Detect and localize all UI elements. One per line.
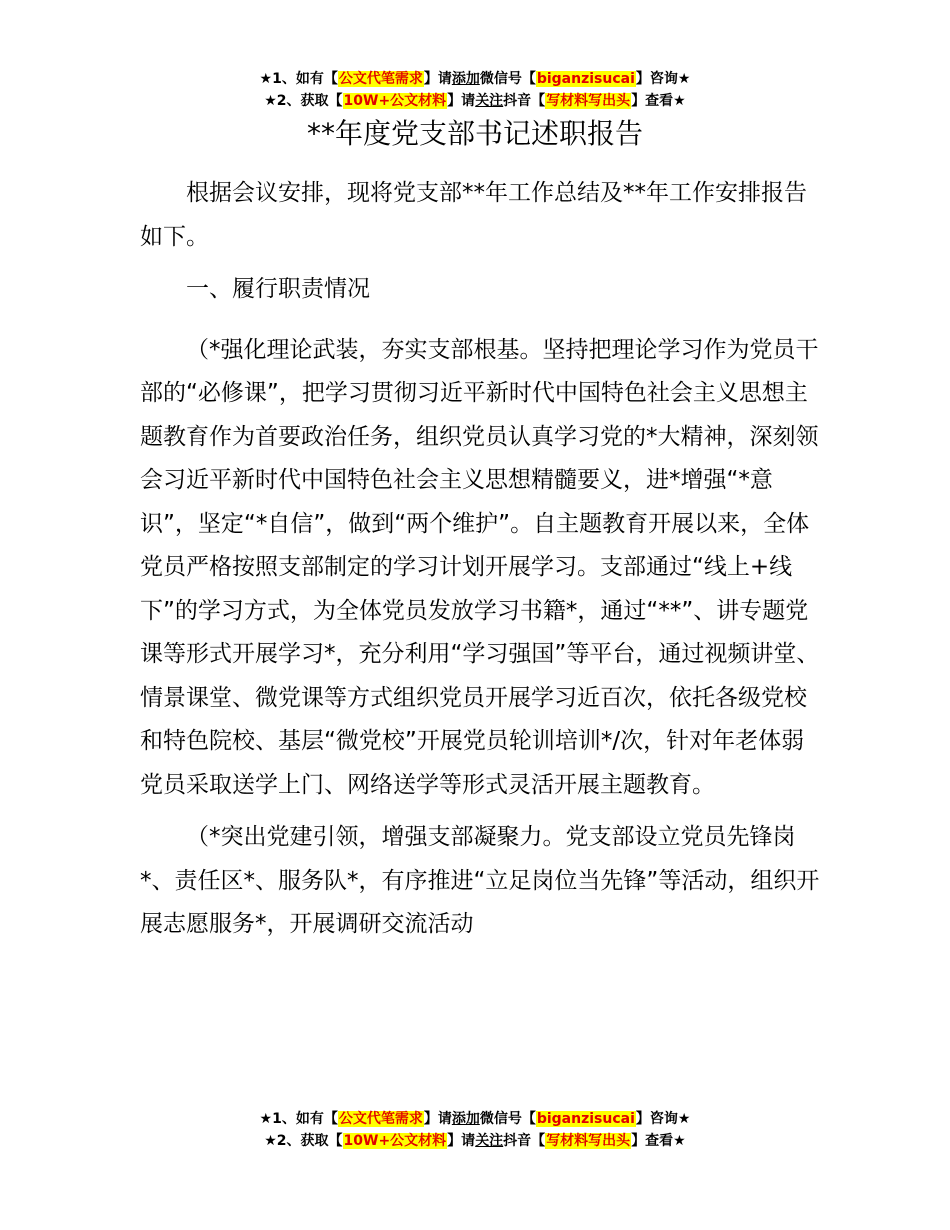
promo-text: ★1、如有【 [259, 71, 338, 87]
promo-wechat-id: biganzisucai [536, 71, 635, 87]
promo-text: 】咨询★ [635, 71, 691, 87]
promo-line-1 [0, 68, 950, 90]
page-title: **年度党支部书记述职报告 [306, 117, 643, 150]
document-body [140, 172, 820, 947]
promo-text: ★1、如有【 [259, 1111, 338, 1127]
header-promo-banner [0, 68, 950, 112]
promo-highlight: 10W+公文材料 [343, 1133, 447, 1149]
promo-text: 抖音【 [503, 93, 546, 109]
paragraph-intro: 根据会议安排，现将党支部**年工作总结及**年工作安排报告如下。 [140, 180, 807, 250]
section-heading: 一、履行职责情况 [186, 276, 370, 302]
promo-highlight: 写材料写出头 [546, 1133, 631, 1149]
promo-text: 】咨询★ [635, 1111, 691, 1127]
promo-text: 添加 [451, 71, 480, 87]
paragraph-party-building: （*突出党建引领，增强支部凝聚力。党支部设立党员先锋岗*、责任区*、服务队*，有序推进“立足岗位当先锋”等活动，组织开展志愿服务*，开展调研交流活动 [140, 824, 820, 937]
promo-text: 关注 [475, 1133, 504, 1149]
promo-text: 抖音【 [503, 1133, 546, 1149]
footer-promo-banner [0, 1108, 950, 1152]
promo-highlight: 公文代笔需求 [338, 71, 423, 87]
promo-line-2 [0, 1130, 950, 1152]
paragraph-theory: （*强化理论武装，夯实支部根基。坚持把理论学习作为党员干部的“必修课”，把学习贯彻习近平新时代中国特色社会主义思想主题教育作为首要政治任务，组织党员认真学习党的*大精神，深刻领会习近平新时代中国特色社会主义思想精髓要义，进*增强“*意识”，坚定“*自信”，做到“两个维护”。自主题教育开展以来，全体党员严格按照支部制定的学习计划开展学习。支部通过“线上+线下”的学习方式，为全体党员发放学习书籍*，通过“**”、讲专题党课等形式开展学习*，充分利用“学习强国”等平台，通过视频讲堂、情景课堂、微党课等方式组织党员开展学习近百次，依托各级党校和特色院校、基层“微党校”开展党员轮训培训*/次，针对年老体弱党员采取送学上门、网络送学等形式灵活开展主题教育。 [140, 336, 820, 798]
promo-wechat-id: biganzisucai [536, 1111, 635, 1127]
promo-text: 】查看★ [631, 1133, 686, 1149]
promo-text: 】查看★ [631, 93, 686, 109]
promo-line-2 [0, 90, 950, 112]
promo-text: 微信号【 [479, 1111, 536, 1127]
promo-text: ★2、获取【 [264, 93, 343, 109]
promo-text: 关注 [475, 93, 504, 109]
promo-text: 】请 [423, 1111, 452, 1127]
promo-line-1 [0, 1108, 950, 1130]
promo-text: 】请 [447, 1133, 476, 1149]
promo-highlight: 10W+公文材料 [343, 93, 447, 109]
promo-text: 添加 [451, 1111, 480, 1127]
promo-highlight: 公文代笔需求 [338, 1111, 423, 1127]
promo-highlight: 写材料写出头 [546, 93, 631, 109]
promo-text: ★2、获取【 [264, 1133, 343, 1149]
promo-text: 微信号【 [479, 71, 536, 87]
promo-text: 】请 [423, 71, 452, 87]
promo-text: 】请 [447, 93, 476, 109]
